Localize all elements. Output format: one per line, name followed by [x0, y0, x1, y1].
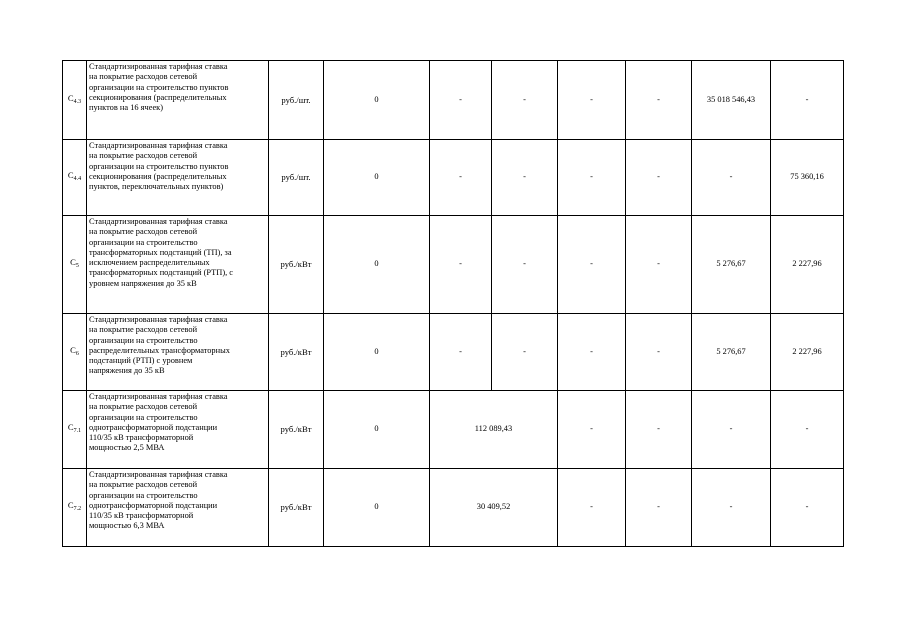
tariff-rates-table	[62, 60, 844, 547]
rate-value-cell: -	[771, 61, 844, 140]
rate-value-cell: 0	[324, 469, 430, 547]
rate-value-cell: -	[626, 314, 692, 391]
rate-code-cell	[63, 469, 87, 547]
rate-value-cell: -	[626, 216, 692, 314]
rate-code-cell	[63, 314, 87, 391]
rate-value-cell: -	[626, 391, 692, 469]
rate-value-cell: 0	[324, 391, 430, 469]
rate-code-index: 6	[75, 350, 79, 357]
rate-value-cell: -	[558, 469, 626, 547]
rate-code-cell	[63, 216, 87, 314]
rate-description: Стандартизированная тарифная ставка на покрытие расходов сетевой организации на строительство однотрансформаторной подстанции 110/35 кВ трансформаторной мощностью 6,3 МВА	[87, 469, 269, 547]
rate-code-cell	[63, 61, 87, 140]
rate-value-cell: -	[692, 469, 771, 547]
rate-unit: руб./кВт	[269, 314, 324, 391]
rate-value-cell: -	[626, 61, 692, 140]
rate-value-cell: -	[558, 216, 626, 314]
rate-value-cell: -	[492, 314, 558, 391]
rate-unit: руб./кВт	[269, 469, 324, 547]
rate-code-cell	[63, 391, 87, 469]
rate-value-cell: 0	[324, 314, 430, 391]
rate-value-cell-merged: 112 089,43	[430, 391, 558, 469]
rate-value-cell: -	[692, 140, 771, 216]
rate-value-cell: 0	[324, 61, 430, 140]
rate-value-cell: -	[492, 61, 558, 140]
rate-value-cell: -	[492, 140, 558, 216]
rate-code-cell	[63, 140, 87, 216]
rate-value-cell: -	[692, 391, 771, 469]
rate-value-cell: 0	[324, 216, 430, 314]
rate-value-cell: -	[558, 61, 626, 140]
rate-code-index: 7.1	[73, 428, 82, 435]
rate-code-index: 5	[75, 263, 79, 270]
rate-value-cell: -	[492, 216, 558, 314]
rate-description: Стандартизированная тарифная ставка на покрытие расходов сетевой организации на строительство пунктов секционирования (распределительных пунктов на 16 ячеек)	[87, 61, 269, 140]
table-row	[63, 469, 844, 547]
rate-value-cell: 75 360,16	[771, 140, 844, 216]
rate-code: C	[67, 500, 74, 511]
table-row	[63, 391, 844, 469]
table-row	[63, 216, 844, 314]
rate-unit: руб./кВт	[269, 216, 324, 314]
rate-value-cell: -	[430, 61, 492, 140]
rate-description: Стандартизированная тарифная ставка на покрытие расходов сетевой организации на строительство трансформаторных подстанций (ТП), за исключением распределительных трансформаторных подстанций (РТП), с уровнем напряжения до 35 кВ	[87, 216, 269, 314]
rate-code-index: 7.2	[73, 506, 82, 513]
table-row	[63, 314, 844, 391]
rate-code-index: 4.4	[73, 176, 82, 183]
rate-description: Стандартизированная тарифная ставка на покрытие расходов сетевой организации на строительство пунктов секционирования (распределительных пунктов, переключательных пунктов)	[87, 140, 269, 216]
table-row	[63, 61, 844, 140]
rate-value-cell: -	[430, 140, 492, 216]
rate-value-cell: -	[558, 140, 626, 216]
rate-value-cell: 2 227,96	[771, 314, 844, 391]
rate-code: C	[70, 257, 76, 268]
rate-value-cell: 35 018 546,43	[692, 61, 771, 140]
rate-value-cell: -	[771, 469, 844, 547]
table-row	[63, 140, 844, 216]
rate-value-cell: -	[558, 314, 626, 391]
rate-value-cell: -	[771, 391, 844, 469]
rate-code-index: 4.3	[73, 98, 82, 105]
rate-value-cell: -	[558, 391, 626, 469]
rate-unit: руб./кВт	[269, 391, 324, 469]
rate-code: C	[67, 422, 74, 433]
rate-value-cell-merged: 30 409,52	[430, 469, 558, 547]
rate-unit: руб./шт.	[269, 140, 324, 216]
rate-code: C	[67, 92, 74, 103]
rate-unit: руб./шт.	[269, 61, 324, 140]
rate-value-cell: 5 276,67	[692, 314, 771, 391]
rate-code: C	[70, 344, 76, 355]
rate-value-cell: 5 276,67	[692, 216, 771, 314]
rate-description: Стандартизированная тарифная ставка на покрытие расходов сетевой организации на строительство однотрансформаторной подстанции 110/35 кВ трансформаторной мощностью 2,5 МВА	[87, 391, 269, 469]
rate-value-cell: -	[626, 140, 692, 216]
rate-value-cell: -	[430, 216, 492, 314]
rate-value-cell: 0	[324, 140, 430, 216]
rate-code: C	[67, 170, 74, 181]
rate-value-cell: -	[626, 469, 692, 547]
rate-value-cell: -	[430, 314, 492, 391]
rate-value-cell: 2 227,96	[771, 216, 844, 314]
rate-description: Стандартизированная тарифная ставка на покрытие расходов сетевой организации на строительство распределительных трансформаторных подстанций (РТП) с уровнем напряжения до 35 кВ	[87, 314, 269, 391]
